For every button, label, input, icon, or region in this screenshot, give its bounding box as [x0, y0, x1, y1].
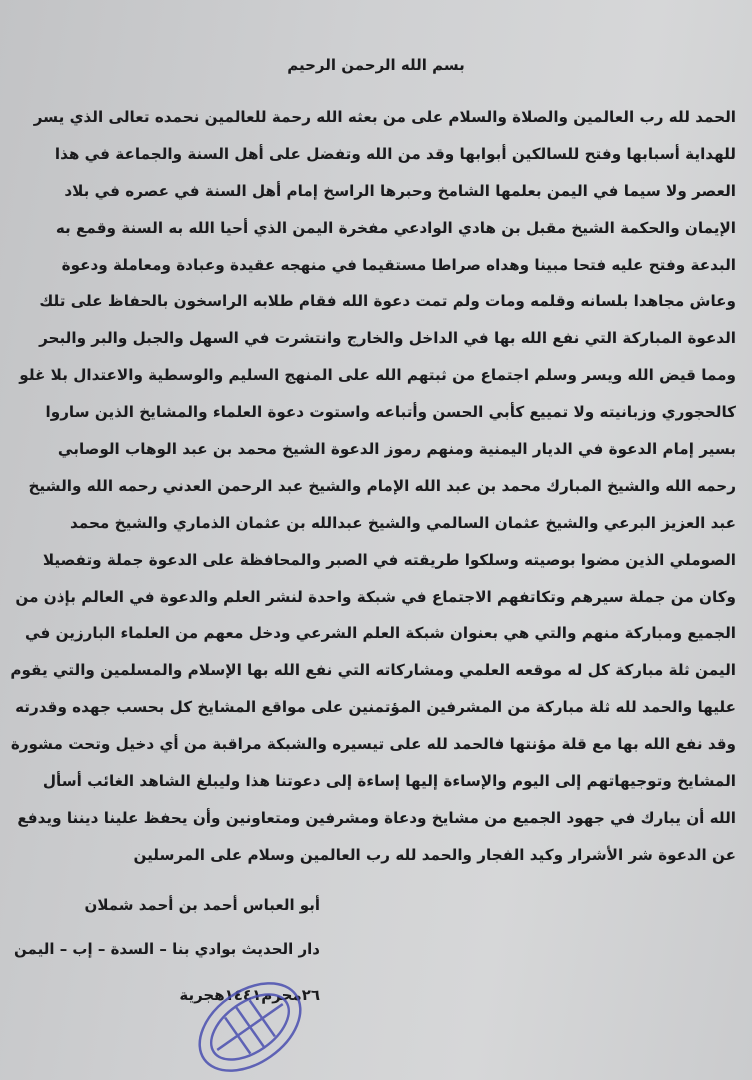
- body-line: عليها والحمد لله ثلة مباركة من المشرفين المؤتمنين على مواقع المشايخ كل بحسب جهده وقدرته: [15, 698, 736, 717]
- basmala-heading: بسم الله الرحمن الرحيم: [287, 56, 465, 74]
- letter-date: ٢٦محرم١٤٤١هجرية: [179, 986, 320, 1004]
- body-line: الدعوة المباركة التي نفع الله بها في الداخل والخارج وانتشرت في السهل والجبل والبر والبحر: [39, 329, 736, 348]
- body-line: وقد نفع الله بها مع قلة مؤنتها فالحمد لله على تيسيره والشبكة مراقبة من أي دخيل وتحت مشورة: [10, 735, 736, 754]
- body-line: الله أن يبارك في جهود الجميع من مشايخ ودعاة ومشرفين ومتعاونين وأن يحفظ علينا ديننا ويدفع: [17, 808, 736, 827]
- body-line: عبد العزيز البرعي والشيخ عثمان السالمي والشيخ عبدالله بن عثمان الذماري والشيخ محمد: [70, 513, 736, 532]
- body-line: عن الدعوة شر الأشرار وكيد الفجار والحمد لله رب العالمين وسلام على المرسلين: [133, 845, 736, 864]
- body-line: كالحجوري وزبانيته ولا تمييع كأبي الحسن وأتباعه واستوت دعوة العلماء والمشايخ الذين ساروا: [45, 403, 736, 422]
- body-line: الصوملي الذين مضوا بوصيته وسلكوا طريقته في الصبر والمحافظة على الدعوة جملة وتفصيلا: [42, 550, 736, 569]
- body-line: بسير إمام الدعوة في الديار اليمنية ومنهم رموز الدعوة الشيخ محمد بن عبد الوهاب الوصابي: [57, 440, 736, 459]
- author-name: أبو العباس أحمد بن أحمد شملان: [84, 896, 320, 914]
- body-line: ومما قيض الله ويسر وسلم اجتماع من ثبتهم الله على المنهج السليم والوسطية والاعتدال بلا غلو: [19, 366, 736, 385]
- official-stamp: [190, 975, 310, 1080]
- body-line: الإيمان والحكمة الشيخ مقبل بن هادي الوادعي مفخرة اليمن الذي أحيا الله به السنة وقمع به: [55, 218, 736, 237]
- letter-body: [10, 104, 736, 879]
- body-line: الجميع ومباركة منهم والتي هي بعنوان شبكة العلم الشرعي ودخل معهم من العلماء البارزين في: [24, 624, 736, 643]
- author-address: دار الحديث بوادي بنا – السدة – إب – اليمن: [14, 940, 320, 958]
- body-line: اليمن ثلة مباركة كل له موقعه العلمي ومشاركاته التي نفع الله بها الإسلام والمسلمين والتي يقوم: [10, 661, 736, 680]
- body-line: العصر ولا سيما في اليمن بعلمها الشامخ وحبرها الراسخ إمام أهل السنة في عصره في بلاد: [64, 181, 736, 200]
- body-line: وعاش مجاهدا بلسانه وقلمه ومات ولم تمت دعوة الله فقام طلابه الراسخون بالحفاظ على تلك: [39, 292, 736, 311]
- body-line: الحمد لله رب العالمين والصلاة والسلام على من بعثه الله رحمة للعالمين نحمده تعالى الذي يسر: [33, 108, 736, 126]
- body-line: البدعة وفتح عليه فتحا مبينا وهداه صراطا مستقيما في منهجه عقيدة وعبادة ومعاملة ودعوة: [61, 255, 736, 274]
- body-line: للهداية أسبابها وفتح للسالكين أبوابها وقد من الله وتفضل على أهل السنة والجماعة في هذا: [54, 144, 736, 163]
- body-line: المشايخ وتوجيهاتهم إلى اليوم والإساءة إليها إساءة إلى دعوتنا هذا وليبلغ الشاهد الغائب أسأل: [42, 772, 736, 791]
- body-line: رحمه الله والشيخ المبارك محمد بن عبد الله الإمام والشيخ عبد الرحمن العدني رحمه الله والشيخ: [28, 476, 736, 495]
- body-line: وكان من جملة سيرهم وتكاتفهم الاجتماع في شبكة واحدة لنشر العلم والدعوة في العالم بإذن من: [15, 587, 736, 606]
